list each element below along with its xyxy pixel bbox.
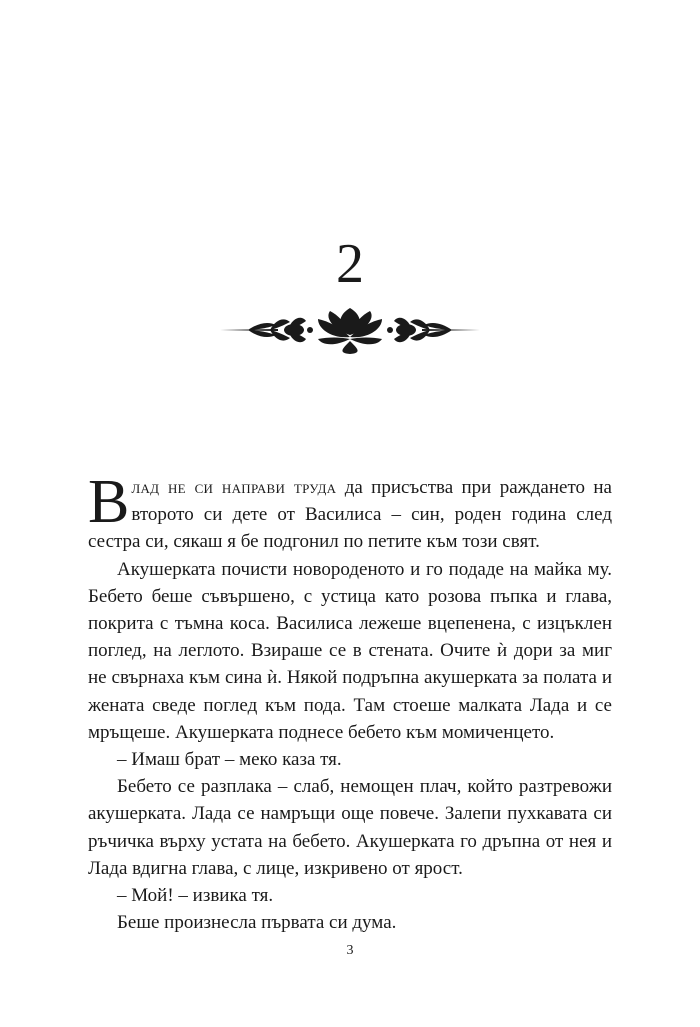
lead-in: лад не си направи труда — [131, 477, 337, 498]
paragraph-3: – Имаш брат – меко каза тя. — [117, 749, 342, 771]
paragraph-4: Бебето се разплака – слаб, немощен плач, който разтревожи акушерката. Лада се намръщи още повече. Залепи пухкавата си ръчичка върху устата на бебето. Акушерката го дръпна от нея и Лада вдигна глава, с лице, изкривено от ярост. — [88, 776, 612, 879]
paragraph-1 — [88, 468, 612, 556]
paragraph-6: Беше произнесла първата си дума. — [117, 912, 397, 934]
paragraph-1-text: да присъства при раждането на второто си дете от Василиса – син, роден година след сестра си, сякаш я бе подгонил по петите към този свят. — [88, 477, 612, 553]
drop-cap: В — [88, 468, 130, 536]
chapter-number: 2 — [336, 233, 364, 295]
paragraph-2: Акушерката почисти новороденото и го подаде на майка му. Бебето беше съвършено, с устица като розова пъпка и глава, покрита с тъмна коса. Василиса лежеше вцепенена, с изцъклен поглед, на леглото. Взираше се в стената. Очите ѝ дори за миг не свърнаха към сина ѝ. Някой подръпна акушерката за полата и жената сведе поглед към пода. Там стоеше малката Лада и се мръщеше. Акушерката поднесе бебето към момиченцето. — [88, 558, 612, 743]
chapter-body — [88, 468, 612, 936]
paragraph-5: – Мой! – извика тя. — [117, 885, 274, 907]
page-number: 3 — [346, 943, 354, 958]
floral-ornament-icon — [218, 305, 482, 355]
